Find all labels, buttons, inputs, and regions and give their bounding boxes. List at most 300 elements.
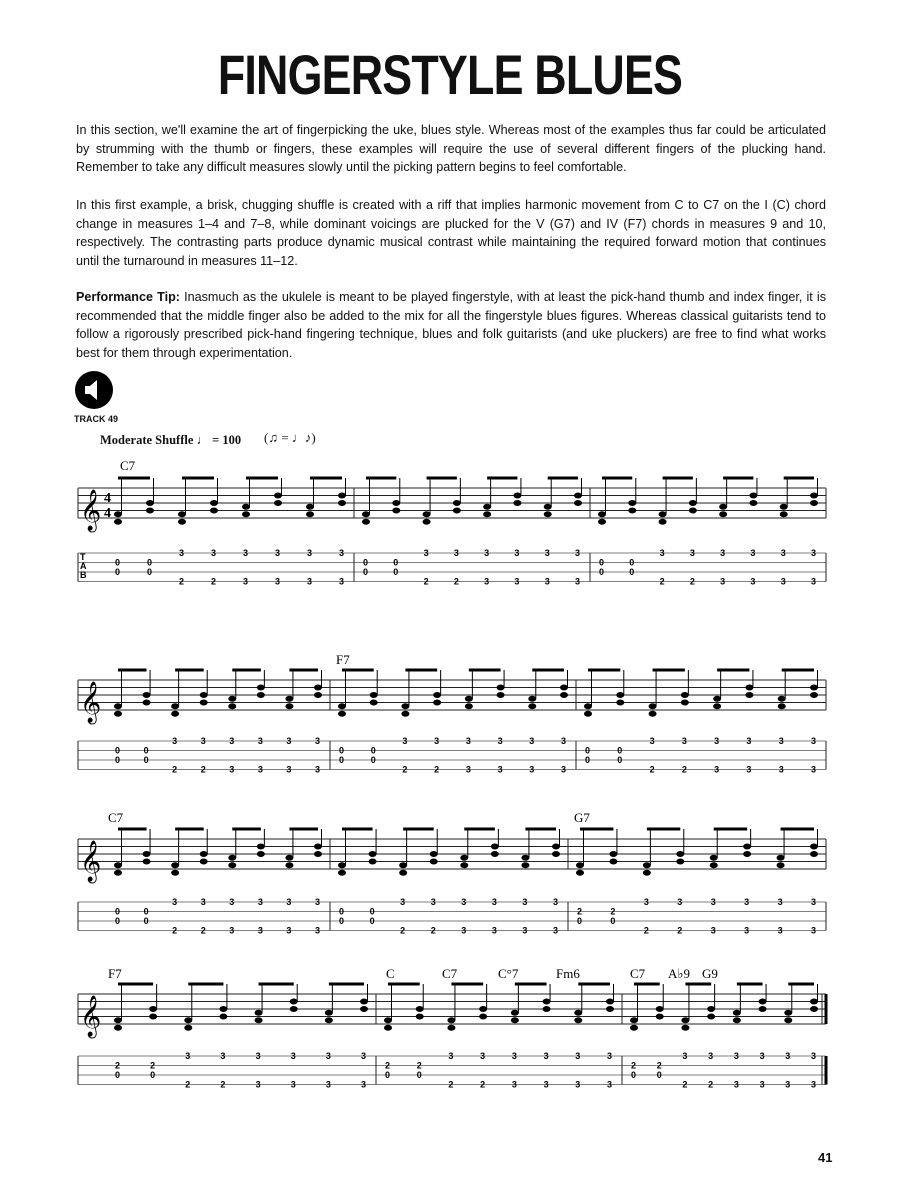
note-head	[810, 844, 818, 850]
tab-number: 3	[484, 576, 490, 587]
note-head	[560, 692, 568, 698]
tab-number: 3	[461, 925, 467, 936]
tab-number: 2	[649, 764, 655, 775]
note-head	[616, 700, 624, 706]
note-head	[143, 700, 151, 706]
note-head	[810, 692, 818, 698]
tab-number: 0	[339, 755, 345, 765]
note-head	[745, 685, 753, 691]
note-head	[114, 703, 122, 709]
tab-number: 2	[150, 1060, 156, 1071]
note-head	[574, 1010, 582, 1016]
tab-number: 2	[423, 576, 429, 587]
tab-number: 3	[720, 576, 726, 587]
tab-number: 3	[286, 736, 292, 746]
note-head	[178, 519, 186, 525]
note-head	[681, 692, 689, 698]
note-head	[681, 1025, 689, 1031]
chord-symbol: G7	[574, 810, 590, 825]
tab-number: 2	[200, 925, 206, 936]
note-head	[399, 862, 407, 868]
note-head	[184, 1025, 192, 1031]
tab-number: 2	[385, 1060, 391, 1071]
tab-number: 2	[631, 1060, 637, 1071]
note-head	[780, 511, 788, 517]
tab-number: 0	[363, 557, 369, 568]
tab-number: 3	[290, 1051, 296, 1061]
note-head	[171, 703, 179, 709]
tab-number: 2	[434, 764, 440, 775]
tab-number: 3	[484, 548, 490, 558]
tab-number: 2	[402, 764, 408, 775]
note-head	[228, 696, 236, 702]
tab-number: 3	[497, 764, 503, 775]
tab-number: 3	[785, 1079, 791, 1090]
tab-number: 0	[339, 906, 345, 917]
chord-symbol: C	[386, 966, 395, 981]
note-head	[483, 504, 491, 510]
note-head	[306, 504, 314, 510]
note-head	[200, 692, 208, 698]
tab-number: 0	[656, 1070, 662, 1080]
tab-number: 3	[750, 576, 756, 587]
tab-number: 3	[759, 1051, 765, 1061]
note-head	[465, 703, 473, 709]
note-head	[689, 508, 697, 514]
note-head	[228, 855, 236, 861]
note-head	[149, 1014, 157, 1020]
tab-number: 0	[617, 755, 623, 765]
tab-number: 0	[143, 755, 149, 765]
note-head	[810, 851, 818, 857]
tab-number: 3	[681, 736, 687, 746]
note-head	[114, 862, 122, 868]
tab-number: 0	[115, 745, 121, 756]
note-head	[656, 1006, 664, 1012]
swing-marking: (♫ = ♩♪)	[264, 430, 316, 445]
note-head	[219, 1006, 227, 1012]
note-head	[447, 1017, 455, 1023]
tab-number: 0	[115, 567, 121, 577]
note-head	[713, 696, 721, 702]
tab-number: 3	[172, 897, 178, 907]
tab-number: 3	[290, 1079, 296, 1090]
note-head	[681, 1017, 689, 1023]
tab-number: 3	[522, 897, 528, 907]
tab-number: 2	[656, 1060, 662, 1071]
note-head	[325, 1017, 333, 1023]
tab-number: 3	[553, 925, 559, 936]
note-head	[460, 862, 468, 868]
tab-number: 0	[393, 557, 399, 568]
tab-number: 3	[778, 736, 784, 746]
tab-number: 3	[453, 548, 459, 558]
tab-number: 0	[115, 906, 121, 917]
note-head	[146, 508, 154, 514]
treble-clef-icon: 𝄞	[80, 490, 102, 531]
chord-symbol: A♭9	[668, 966, 691, 981]
tab-number: 0	[115, 1070, 121, 1080]
note-head	[528, 703, 536, 709]
note-head	[285, 855, 293, 861]
tab-number: 0	[143, 745, 149, 756]
tab-number: 3	[746, 764, 752, 775]
note-head	[184, 1017, 192, 1023]
tab-number: 3	[561, 736, 567, 746]
tab-number: 3	[243, 548, 249, 558]
performance-tip-text: Inasmuch as the ukulele is meant to be played fingerstyle, with at least the pick-hand thumb and index finger, it is recommended that the middle finger also be added to the mix for all the fingerstyle blues figures. Whereas classical guitarists tend to follow a rigorously prescribed pick-hand fingering technique, blues and folk guitarists (and uke pluckers) are free to find what works best for them through experimentation.	[76, 290, 826, 360]
tab-number: 2	[577, 906, 583, 917]
note-head	[416, 1006, 424, 1012]
note-head	[338, 493, 346, 499]
note-head	[314, 844, 322, 850]
tab-number: 0	[115, 557, 121, 568]
note-head	[114, 711, 122, 717]
tab-number: 2	[480, 1079, 486, 1090]
note-head	[745, 692, 753, 698]
tab-number: 2	[643, 925, 649, 936]
tab-number: 3	[491, 897, 497, 907]
intro-paragraph: In this section, we'll examine the art of fingerpicking the uke, blues style. Whereas most of the examples thus far could be articulated by strumming with the thumb or fingers, these examples will require the use of several different fingers of the plucking hand. Remember to take any difficult measures slowly until the picking pattern begins to feel comfortable.	[76, 123, 826, 175]
note-head	[369, 851, 377, 857]
tab-number: 3	[185, 1051, 191, 1061]
note-head	[479, 1006, 487, 1012]
note-head	[707, 1006, 715, 1012]
note-head	[210, 508, 218, 514]
note-head	[338, 703, 346, 709]
tab-number: 3	[733, 1051, 739, 1061]
page-title: FINGERSTYLE BLUES	[217, 43, 683, 106]
tab-number: 3	[229, 897, 235, 907]
note-head	[285, 696, 293, 702]
note-head	[749, 500, 757, 506]
tab-number: 0	[585, 755, 591, 765]
treble-clef-icon: 𝄞	[80, 682, 102, 723]
note-head	[643, 870, 651, 876]
tab-number: 3	[255, 1079, 261, 1090]
note-head	[290, 999, 298, 1005]
note-head	[521, 862, 529, 868]
tab-number: 3	[811, 576, 817, 587]
note-head	[290, 1006, 298, 1012]
note-head	[528, 696, 536, 702]
note-head	[719, 504, 727, 510]
tab-number: 3	[511, 1051, 517, 1061]
note-head	[362, 519, 370, 525]
tab-number: 3	[778, 764, 784, 775]
tab-number: 2	[200, 764, 206, 775]
note-head	[584, 711, 592, 717]
chord-symbol: C7	[120, 458, 136, 473]
tab-number: 3	[720, 548, 726, 558]
tab-number: 3	[553, 897, 559, 907]
tab-number: 2	[416, 1060, 422, 1071]
tab-number: 3	[491, 925, 497, 936]
tab-number: 3	[643, 897, 649, 907]
tab-number: 0	[385, 1070, 391, 1080]
chord-symbol: F7	[108, 966, 122, 981]
note-head	[630, 1017, 638, 1023]
note-head	[543, 999, 551, 1005]
tab-number: 3	[480, 1051, 486, 1061]
note-head	[143, 692, 151, 698]
time-signature: 4	[104, 506, 111, 521]
tab-number: 0	[369, 906, 375, 917]
tab-number: 3	[750, 548, 756, 558]
tab-number: 0	[147, 557, 153, 568]
tab-number: 3	[220, 1051, 226, 1061]
note-head	[810, 493, 818, 499]
tab-number: 3	[497, 736, 503, 746]
note-head	[643, 862, 651, 868]
tab-number: 3	[780, 548, 786, 558]
note-head	[759, 1006, 767, 1012]
treble-clef-icon: 𝄞	[80, 841, 102, 882]
note-head	[483, 511, 491, 517]
note-head	[257, 844, 265, 850]
tab-number: 0	[115, 755, 121, 765]
note-head	[416, 1014, 424, 1020]
note-head	[114, 870, 122, 876]
tab-number: 3	[659, 548, 665, 558]
note-head	[171, 862, 179, 868]
note-head	[560, 685, 568, 691]
tab-number: 3	[746, 736, 752, 746]
note-head	[338, 711, 346, 717]
note-head	[598, 519, 606, 525]
tab-number: 3	[200, 897, 206, 907]
tab-number: 3	[514, 548, 520, 558]
tab-number: 0	[629, 567, 635, 577]
note-head	[707, 1014, 715, 1020]
note-head	[178, 511, 186, 517]
tab-number: 3	[255, 1051, 261, 1061]
tab-number: 0	[339, 916, 345, 926]
note-head	[810, 1006, 818, 1012]
note-head	[314, 685, 322, 691]
tab-number: 2	[708, 1079, 714, 1090]
tab-number: 2	[430, 925, 436, 936]
note-head	[777, 862, 785, 868]
tab-number: 2	[172, 925, 178, 936]
note-head	[171, 870, 179, 876]
tab-number: 3	[677, 897, 683, 907]
note-head	[778, 703, 786, 709]
note-head	[544, 504, 552, 510]
tab-number: 3	[649, 736, 655, 746]
note-head	[676, 851, 684, 857]
note-head	[543, 1006, 551, 1012]
tab-number: 3	[465, 764, 471, 775]
note-head	[401, 711, 409, 717]
tab-number: 3	[744, 925, 750, 936]
note-head	[255, 1017, 263, 1023]
tab-number: 3	[229, 736, 235, 746]
tab-number: 0	[370, 755, 376, 765]
tab-label: T	[80, 552, 86, 562]
tab-number: 2	[677, 925, 683, 936]
note-head	[219, 1014, 227, 1020]
tab-number: 3	[714, 764, 720, 775]
tab-number: 3	[575, 1051, 581, 1061]
note-head	[606, 1006, 614, 1012]
note-head	[143, 859, 151, 865]
tab-number: 3	[607, 1079, 613, 1090]
tab-number: 3	[315, 897, 321, 907]
tab-number: 3	[710, 925, 716, 936]
tab-number: 0	[370, 745, 376, 756]
note-head	[784, 1017, 792, 1023]
note-head	[497, 685, 505, 691]
chord-symbol: G9	[702, 966, 718, 981]
tab-number: 3	[461, 897, 467, 907]
tab-number: 3	[544, 548, 550, 558]
tab-number: 3	[710, 897, 716, 907]
note-head	[659, 511, 667, 517]
tab-number: 0	[631, 1070, 637, 1080]
note-head	[143, 851, 151, 857]
note-head	[784, 1010, 792, 1016]
note-head	[778, 696, 786, 702]
tab-number: 3	[575, 576, 581, 587]
tab-number: 3	[211, 548, 217, 558]
tab-number: 3	[575, 1079, 581, 1090]
note-head	[369, 859, 377, 865]
note-head	[423, 519, 431, 525]
tab-label: A	[80, 561, 87, 571]
tab-number: 3	[714, 736, 720, 746]
tab-number: 3	[777, 897, 783, 907]
note-head	[325, 1010, 333, 1016]
note-head	[598, 511, 606, 517]
note-head	[491, 844, 499, 850]
note-head	[200, 851, 208, 857]
note-head	[146, 500, 154, 506]
note-head	[733, 1010, 741, 1016]
tab-number: 2	[172, 764, 178, 775]
tab-number: 3	[257, 736, 263, 746]
tab-number: 3	[286, 897, 292, 907]
tab-number: 3	[689, 548, 695, 558]
tab-number: 0	[369, 916, 375, 926]
note-head	[171, 711, 179, 717]
chord-symbol: Fm6	[556, 966, 580, 981]
note-head	[576, 870, 584, 876]
note-head	[606, 999, 614, 1005]
tab-number: 3	[286, 764, 292, 775]
note-head	[453, 508, 461, 514]
note-head	[713, 703, 721, 709]
tab-number: 3	[339, 576, 345, 587]
tab-number: 0	[585, 745, 591, 756]
tab-number: 3	[200, 736, 206, 746]
note-head	[710, 862, 718, 868]
note-head	[114, 1017, 122, 1023]
note-head	[777, 855, 785, 861]
note-head	[552, 851, 560, 857]
note-head	[338, 862, 346, 868]
tab-number: 3	[307, 576, 313, 587]
tab-number: 3	[257, 764, 263, 775]
note-head	[511, 1017, 519, 1023]
note-head	[749, 493, 757, 499]
note-head	[513, 500, 521, 506]
tab-number: 2	[179, 576, 185, 587]
tab-number: 0	[147, 567, 153, 577]
note-head	[511, 1010, 519, 1016]
tab-number: 2	[115, 1060, 121, 1071]
tab-number: 3	[315, 925, 321, 936]
note-head	[114, 511, 122, 517]
tab-number: 0	[599, 557, 605, 568]
note-head	[257, 685, 265, 691]
tab-number: 3	[811, 897, 817, 907]
page-number: 41	[818, 1150, 833, 1165]
tab-number: 0	[610, 916, 616, 926]
tab-number: 2	[689, 576, 695, 587]
note-head	[257, 692, 265, 698]
tempo-marking: Moderate Shuffle ♩ = 100	[100, 433, 242, 447]
tab-number: 3	[543, 1079, 549, 1090]
tab-number: 3	[543, 1051, 549, 1061]
note-head	[759, 999, 767, 1005]
tab-number: 3	[434, 736, 440, 746]
note-head	[497, 692, 505, 698]
tab-number: 3	[325, 1079, 331, 1090]
note-head	[574, 500, 582, 506]
tab-number: 3	[744, 897, 750, 907]
note-head	[392, 500, 400, 506]
note-head	[149, 1006, 157, 1012]
chord-symbol: C7	[108, 810, 124, 825]
tab-number: 3	[811, 1079, 817, 1090]
tab-number: 3	[759, 1079, 765, 1090]
note-head	[433, 700, 441, 706]
note-head	[114, 519, 122, 525]
tab-number: 3	[361, 1079, 367, 1090]
note-head	[210, 500, 218, 506]
tab-number: 2	[220, 1079, 226, 1090]
tab-number: 3	[522, 925, 528, 936]
tab-number: 3	[286, 925, 292, 936]
tab-number: 3	[777, 925, 783, 936]
tab-number: 3	[529, 764, 535, 775]
tab-number: 0	[393, 567, 399, 577]
note-head	[710, 855, 718, 861]
note-head	[649, 711, 657, 717]
note-head	[733, 1017, 741, 1023]
tab-number: 3	[811, 548, 817, 558]
note-head	[228, 862, 236, 868]
note-head	[810, 500, 818, 506]
note-head	[228, 703, 236, 709]
note-head	[370, 692, 378, 698]
tab-number: 3	[733, 1079, 739, 1090]
tab-number: 2	[185, 1079, 191, 1090]
note-head	[659, 519, 667, 525]
note-head	[255, 1010, 263, 1016]
tab-number: 3	[785, 1051, 791, 1061]
tab-number: 3	[430, 897, 436, 907]
tab-number: 2	[211, 576, 217, 587]
tab-number: 3	[607, 1051, 613, 1061]
tab-number: 0	[115, 916, 121, 926]
note-head	[521, 855, 529, 861]
tab-number: 2	[453, 576, 459, 587]
note-head	[274, 493, 282, 499]
tab-number: 3	[229, 925, 235, 936]
note-head	[360, 999, 368, 1005]
